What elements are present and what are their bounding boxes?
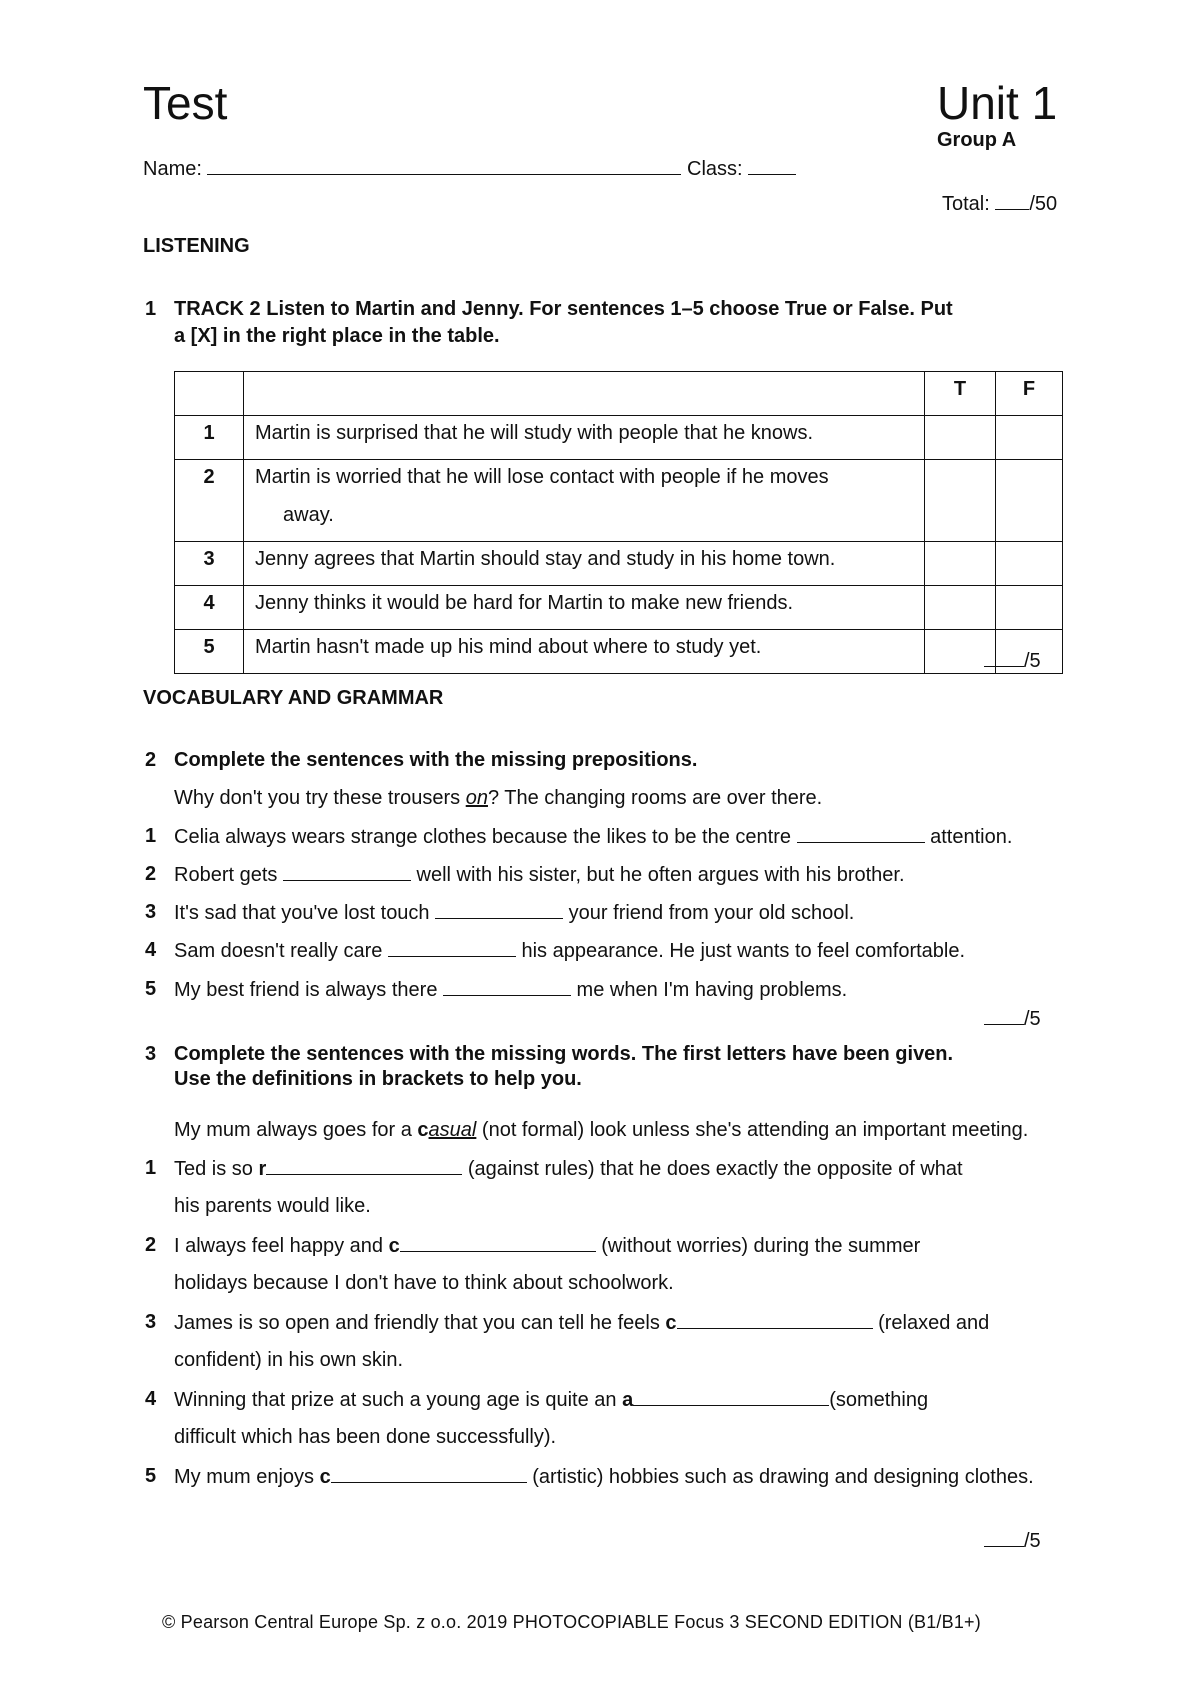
item-text-after: his appearance. He just wants to feel comfortable. [515,940,966,962]
answer-blank[interactable] [331,1464,527,1483]
answer-cell-f[interactable] [996,460,1063,542]
task2-instruction: Complete the sentences with the missing prepositions. [174,749,698,771]
task3-instruction: Complete the sentences with the missing words. The first letters have been given. [174,1043,954,1065]
row-number: 5 [175,630,244,674]
row-statement-line1: Martin is worried that he will lose contact with people if he moves [255,466,829,488]
item-text: Ted is so [174,1158,259,1180]
answer-blank[interactable] [435,900,563,919]
item-text-after: your friend from your old school. [563,902,855,924]
answer-blank[interactable] [443,977,571,996]
name-row [143,156,796,181]
answer-blank[interactable] [283,862,411,881]
task2-score-field[interactable] [984,1006,1024,1025]
answer-blank[interactable] [400,1233,596,1252]
task2-example [174,786,822,810]
answer-cell-t[interactable] [925,542,996,586]
item-text-after: (relaxed and [872,1312,990,1334]
answer-blank[interactable] [677,1310,873,1329]
item-letter: a [622,1389,634,1411]
item-text: James is so open and friendly that you can tell he feels [174,1312,666,1334]
total-row [942,191,1057,216]
example-text-after: ? The changing rooms are over there. [487,787,823,809]
item-text-after: (without worries) during the summer [595,1235,921,1257]
task2-score-max: /5 [1024,1008,1041,1030]
name-field[interactable] [207,156,681,175]
item-letter: c [388,1235,400,1257]
example-text-after: (not formal) look unless she's attending an important meeting. [476,1119,1029,1141]
row-number: 2 [175,460,244,542]
example-letter: c [417,1119,429,1141]
test-title: Test [143,77,228,129]
answer-cell-f[interactable] [996,542,1063,586]
table-row [175,586,1063,630]
copyright-footer: © Pearson Central Europe Sp. z o.o. 2019 PHOTOCOPIABLE Focus 3 SECOND EDITION (B1/B1+) [162,1612,981,1632]
task3-number: 3 [145,1043,157,1065]
task1-score-max: /5 [1024,650,1041,672]
row-number: 4 [175,586,244,630]
item-text: My best friend is always there [174,979,443,1001]
item-text: I always feel happy and [174,1235,389,1257]
task1-score [984,648,1041,673]
item-number: 3 [145,901,157,923]
item-letter: r [258,1158,267,1180]
answer-cell-f[interactable] [996,586,1063,630]
answer-blank[interactable] [797,824,925,843]
example-text: My mum always goes for a [174,1119,418,1141]
item-letter: c [319,1466,331,1488]
unit-title: Unit 1 [937,77,1058,129]
item-text: Celia always wears strange clothes because the likes to be the centre [174,826,797,848]
table-header-t: T [925,372,996,416]
item-text: It's sad that you've lost touch [174,902,436,924]
row-statement [244,460,925,542]
item-text: Robert gets [174,864,283,886]
row-statement: Jenny agrees that Martin should stay and study in his home town. [244,542,925,586]
item-text-after: (against rules) that he does exactly the opposite of what [462,1158,963,1180]
task1-number: 1 [145,298,157,320]
row-number: 1 [175,416,244,460]
item-text-line2: confident) in his own skin. [174,1349,404,1371]
total-field[interactable] [995,191,1029,210]
answer-blank[interactable] [633,1387,829,1406]
task1-instruction: TRACK 2 Listen to Martin and Jenny. For sentences 1–5 choose True or False. Put [174,298,953,320]
task3-score-max: /5 [1024,1530,1041,1552]
answer-blank[interactable] [266,1156,462,1175]
table-header-text [244,372,925,416]
row-statement: Jenny thinks it would be hard for Martin to make new friends. [244,586,925,630]
table-row [175,460,1063,542]
item-text-after: attention. [924,826,1013,848]
item-text: My mum enjoys [174,1466,320,1488]
item-text-after: well with his sister, but he often argues with his brother. [410,864,905,886]
true-false-table [174,371,1063,674]
item-number: 4 [145,1388,157,1410]
task1-instruction-2: a [X] in the right place in the table. [174,325,500,347]
item-text: Sam doesn't really care [174,940,388,962]
class-label: Class: [687,158,743,180]
answer-cell-t[interactable] [925,460,996,542]
answer-blank[interactable] [388,938,516,957]
item-number: 3 [145,1311,157,1333]
item-text-after: me when I'm having problems. [571,979,848,1001]
item-text-line2: his parents would like. [174,1195,371,1217]
total-max: /50 [1029,193,1058,215]
answer-cell-t[interactable] [925,416,996,460]
example-answer: on [465,787,488,809]
class-field[interactable] [748,156,796,175]
table-header-num [175,372,244,416]
task2-number: 2 [145,749,157,771]
total-label: Total: [942,193,990,215]
item-text-after: (artistic) hobbies such as drawing and designing clothes. [526,1466,1034,1488]
item-number: 1 [145,825,157,847]
listening-heading: LISTENING [143,235,250,257]
item-text: Winning that prize at such a young age is quite an [174,1389,623,1411]
item-number: 4 [145,939,157,961]
task2-score [984,1006,1041,1031]
row-statement: Martin hasn't made up his mind about where to study yet. [244,630,925,674]
item-number: 1 [145,1157,157,1179]
group-label: Group A [937,129,1017,151]
task3-instruction-2: Use the definitions in brackets to help you. [174,1068,582,1090]
item-number: 5 [145,978,157,1000]
table-row [175,542,1063,586]
row-statement: Martin is surprised that he will study with people that he knows. [244,416,925,460]
name-label: Name: [143,158,202,180]
table-row [175,416,1063,460]
task3-score [984,1528,1041,1553]
item-text-after: (something [829,1389,929,1411]
answer-cell-t[interactable] [925,586,996,630]
row-number: 3 [175,542,244,586]
vocab-heading: VOCABULARY AND GRAMMAR [143,687,444,709]
answer-cell-f[interactable] [996,416,1063,460]
task1-score-field[interactable] [984,648,1024,667]
item-text-line2: difficult which has been done successfully). [174,1426,557,1448]
task3-example [174,1118,1028,1142]
item-number: 2 [145,863,157,885]
item-number: 5 [145,1465,157,1487]
item-text-line2: holidays because I don't have to think about schoolwork. [174,1272,674,1294]
item-number: 2 [145,1234,157,1256]
example-text: Why don't you try these trousers [174,787,466,809]
row-statement-line2: away. [283,504,334,526]
example-answer: asual [428,1119,477,1141]
task3-score-field[interactable] [984,1528,1024,1547]
item-letter: c [665,1312,677,1334]
table-header-f: F [996,372,1063,416]
table-row [175,630,1063,674]
